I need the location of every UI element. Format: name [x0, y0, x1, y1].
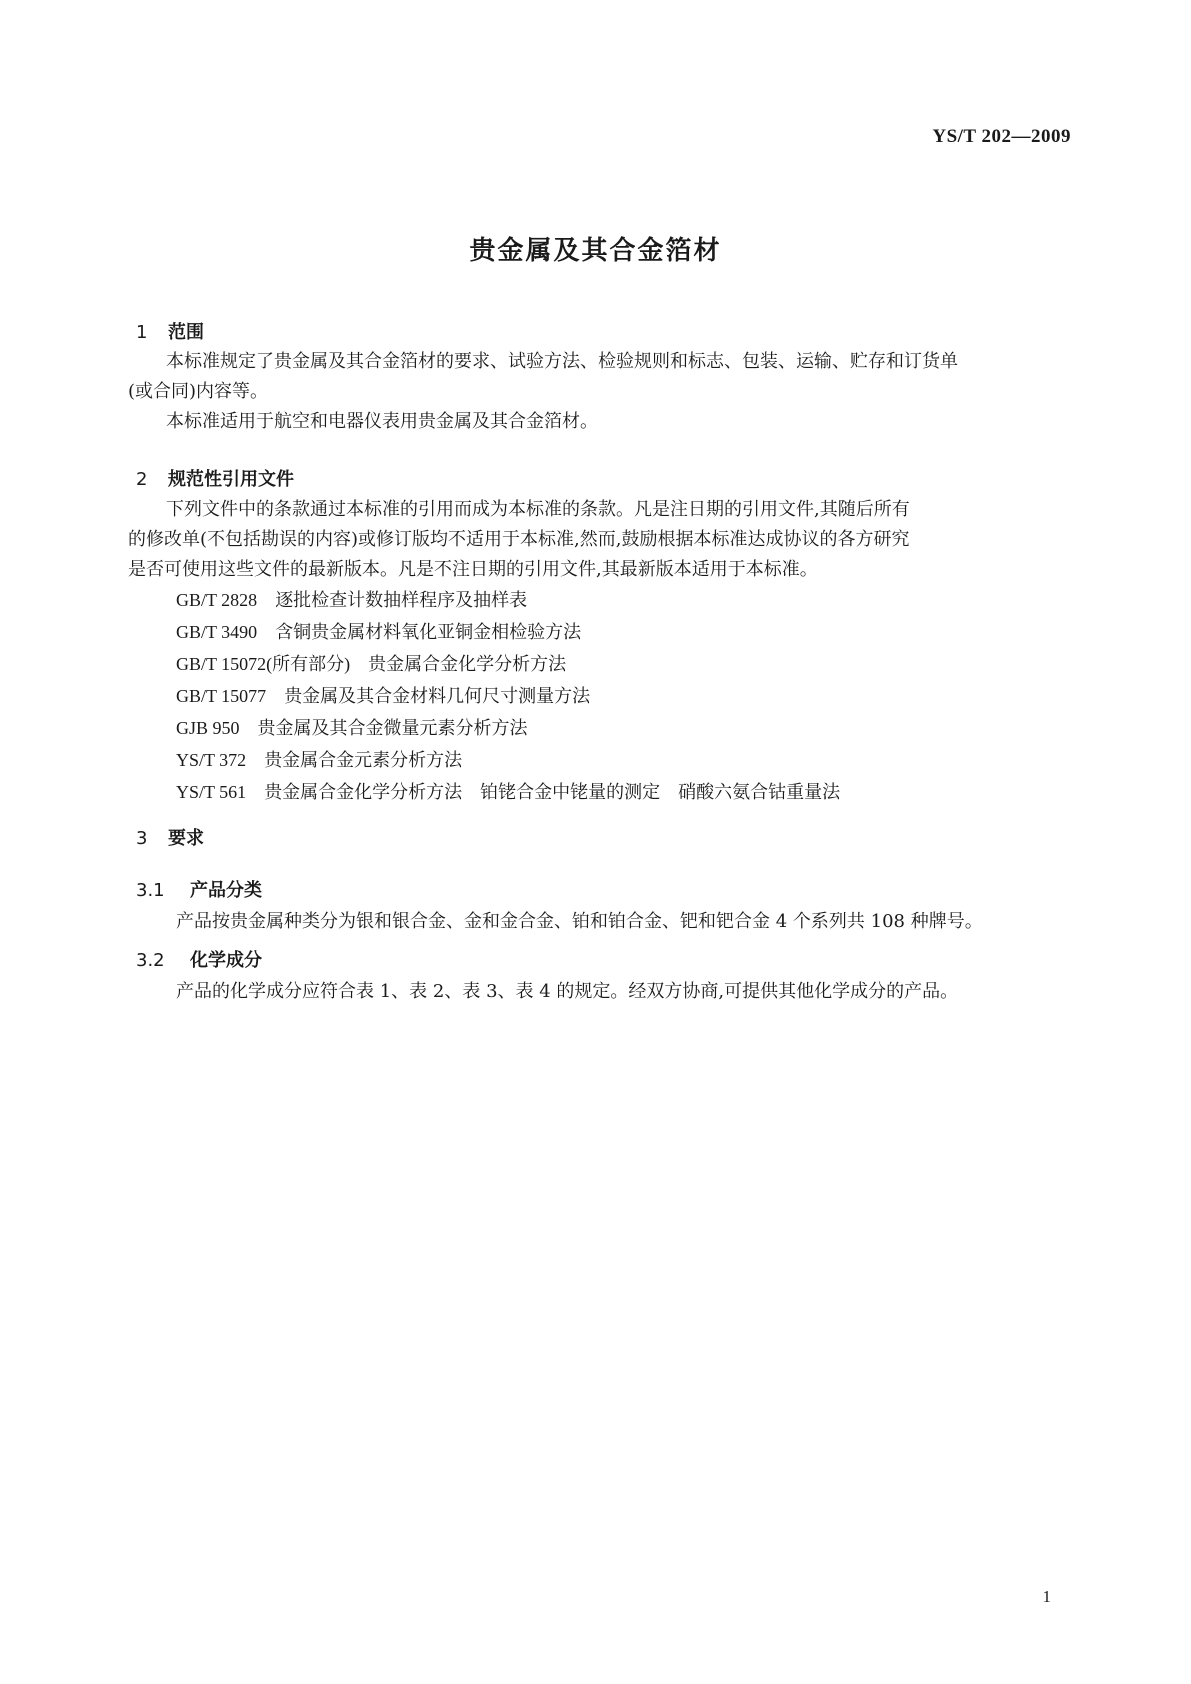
- section-1-number: 1: [136, 322, 148, 343]
- reference-code: GB/T 3490: [176, 622, 258, 642]
- reference-title: 贵金属合金化学分析方法 铂铑合金中铑量的测定 硝酸六氨合钴重量法: [264, 782, 841, 803]
- section-3-title: 要求: [168, 828, 204, 849]
- section-3-heading: [136, 824, 204, 850]
- reference-title: 逐批检查计数抽样程序及抽样表: [275, 590, 528, 611]
- section-3-2-title: 化学成分: [190, 950, 262, 971]
- reference-item: [176, 744, 840, 776]
- reference-title: 贵金属及其合金微量元素分析方法: [257, 718, 528, 739]
- section-1-heading: [136, 318, 204, 344]
- section-3-1-text: 产品按贵金属种类分为银和银合金、金和金合金、铂和铂合金、钯和钯合金 4 个系列共 108 种牌号。: [176, 911, 983, 932]
- reference-code: YS/T 561: [176, 782, 247, 802]
- reference-item: [176, 648, 840, 680]
- reference-code: GJB 950: [176, 718, 240, 738]
- section-2-title: 规范性引用文件: [168, 469, 294, 490]
- reference-code: GB/T 15077: [176, 686, 267, 706]
- reference-item: [176, 584, 840, 616]
- reference-list: [176, 584, 840, 808]
- reference-title: 贵金属合金化学分析方法: [368, 654, 567, 675]
- section-2-heading: [136, 465, 294, 491]
- section-2-intro-line2: 的修改单(不包括勘误的内容)或修订版均不适用于本标准,然而,鼓励根据本标准达成协议的各方研究: [128, 529, 910, 550]
- reference-code: YS/T 372: [176, 750, 247, 770]
- reference-title: 贵金属及其合金材料几何尺寸测量方法: [284, 686, 591, 707]
- reference-item: [176, 680, 840, 712]
- section-3-2-text: 产品的化学成分应符合表 1、表 2、表 3、表 4 的规定。经双方协商,可提供其他化学成分的产品。: [176, 981, 959, 1002]
- reference-item: [176, 616, 840, 648]
- reference-item: [176, 712, 840, 744]
- section-3-2-heading: [136, 946, 262, 972]
- reference-code: GB/T 2828: [176, 590, 258, 610]
- section-3-1-title: 产品分类: [190, 880, 262, 901]
- section-1-para1-line1: 本标准规定了贵金属及其合金箔材的要求、试验方法、检验规则和标志、包装、运输、贮存和订货单: [166, 351, 958, 372]
- standard-code: YS/T 202—2009: [932, 126, 1071, 147]
- section-1-para2: 本标准适用于航空和电器仪表用贵金属及其合金箔材。: [166, 411, 598, 432]
- page-number: 1: [1042, 1587, 1051, 1606]
- section-1-title: 范围: [168, 322, 204, 343]
- section-2-intro-line1: 下列文件中的条款通过本标准的引用而成为本标准的条款。凡是注日期的引用文件,其随后所有: [166, 499, 910, 520]
- section-1-para1-line2: (或合同)内容等。: [128, 381, 269, 402]
- reference-title: 贵金属合金元素分析方法: [264, 750, 463, 771]
- reference-item: [176, 776, 840, 808]
- document-title: 贵金属及其合金箔材: [469, 236, 722, 266]
- section-3-number: 3: [136, 828, 148, 849]
- section-3-1-heading: [136, 876, 262, 902]
- reference-title: 含铜贵金属材料氧化亚铜金相检验方法: [275, 622, 582, 643]
- section-3-2-number: 3.2: [136, 950, 165, 971]
- section-2-number: 2: [136, 469, 148, 490]
- section-3-1-number: 3.1: [136, 880, 165, 901]
- section-2-intro-line3: 是否可使用这些文件的最新版本。凡是不注日期的引用文件,其最新版本适用于本标准。: [128, 559, 818, 580]
- reference-code: GB/T 15072(所有部分): [176, 654, 351, 674]
